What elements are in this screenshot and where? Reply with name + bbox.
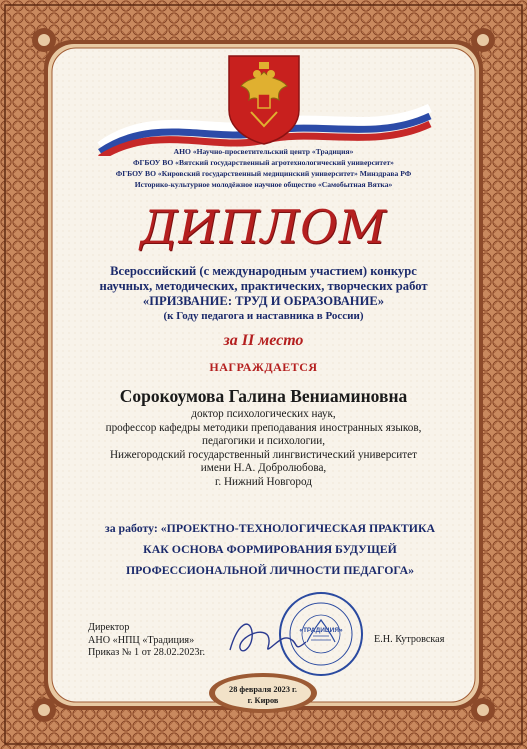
coat-of-arms-icon [221, 50, 307, 146]
contest-line: научных, методических, практических, творческих работ [99, 279, 428, 293]
recipient-details [0, 408, 527, 489]
signer-role: Директор [88, 622, 130, 633]
diploma-title: ДИПЛОМ [140, 200, 387, 254]
details-line: г. Нижний Новгород [215, 475, 312, 488]
details-line: имени Н.А. Добролюбова, [200, 462, 327, 474]
work-title [60, 518, 480, 581]
details-line: профессор кафедры методики преподавания иностранных языков, [105, 421, 422, 434]
stamp-center-text: «ТРАДИЦИЯ» [299, 627, 343, 634]
organizations-block [0, 146, 527, 190]
recipient-name: Сорокоумова Галина Вениаминовна [119, 386, 408, 406]
details-line: Нижегородский государственный лингвистический университет [109, 448, 418, 461]
work-line: за работу: «ПРОЕКТНО-ТЕХНОЛОГИЧЕСКАЯ ПРАКТИКА [104, 521, 436, 535]
date-place-block [213, 684, 313, 706]
signer-name: Е.Н. Кутровская [374, 634, 445, 645]
contest-name: «ПРИЗВАНИЕ: ТРУД И ОБРАЗОВАНИЕ» [142, 294, 385, 308]
work-line: ПРОФЕССИОНАЛЬНОЙ ЛИЧНОСТИ ПЕДАГОГА» [125, 563, 415, 577]
signature-scribble [222, 612, 312, 662]
organization-line: ФГБОУ ВО «Кировский государственный медицинский университет» Минздрава РФ [115, 169, 412, 178]
awarded-label: НАГРАЖДАЕТСЯ [209, 360, 318, 374]
place-label: за II место [223, 332, 304, 349]
organization-line: АНО «Научно-просветительский центр «Традиция» [173, 147, 354, 156]
organization-line: ФГБОУ ВО «Вятский государственный агротехнологический университет» [133, 158, 394, 167]
organization-line: Историко-культурное молодёжное научное общество «Самобытная Вятка» [134, 180, 393, 189]
signature-block [88, 622, 205, 660]
details-line: доктор психологических наук, [191, 408, 336, 420]
work-line: КАК ОСНОВА ФОРМИРОВАНИЯ БУДУЩЕЙ [143, 542, 397, 556]
contest-line: Всероссийский (с международным участием) конкурс [110, 264, 417, 278]
signer-org: АНО «НПЦ «Традиция» [88, 634, 195, 646]
order-reference: Приказ № 1 от 28.02.2023г. [88, 647, 206, 658]
details-line: педагогики и психологии, [201, 435, 326, 447]
issue-city: г. Киров [247, 696, 279, 705]
contest-line: (к Году педагога и наставника в России) [163, 310, 364, 322]
contest-block [0, 264, 527, 324]
issue-date: 28 февраля 2023 г. [229, 685, 297, 694]
